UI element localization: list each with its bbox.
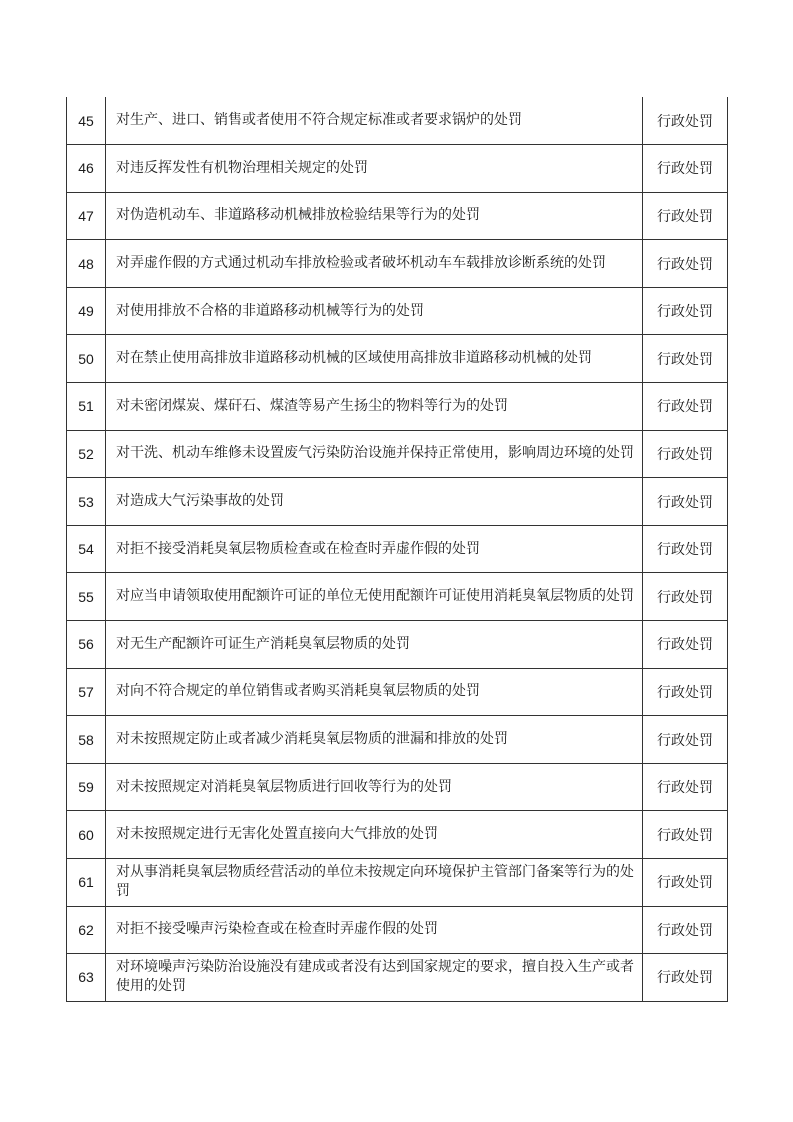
- penalty-table-container: [66, 97, 728, 1002]
- row-number: 60: [67, 811, 106, 859]
- table-row: [67, 430, 728, 478]
- penalty-category: 行政处罚: [643, 763, 728, 811]
- row-number: 62: [67, 906, 106, 954]
- penalty-category: 行政处罚: [643, 430, 728, 478]
- row-number: 47: [67, 192, 106, 240]
- table-row: [67, 954, 728, 1002]
- penalty-category: 行政处罚: [643, 97, 728, 145]
- penalty-category: 行政处罚: [643, 525, 728, 573]
- penalty-category: 行政处罚: [643, 954, 728, 1002]
- penalty-item-text: 对干洗、机动车维修未设置废气污染防治设施并保持正常使用，影响周边环境的处罚: [106, 430, 643, 478]
- penalty-item-text: 对无生产配额许可证生产消耗臭氧层物质的处罚: [106, 621, 643, 669]
- row-number: 51: [67, 383, 106, 431]
- table-row: [67, 668, 728, 716]
- table-body: [67, 97, 728, 1001]
- table-row: [67, 287, 728, 335]
- row-number: 63: [67, 954, 106, 1002]
- row-number: 48: [67, 240, 106, 288]
- table-row: [67, 383, 728, 431]
- table-row: [67, 573, 728, 621]
- table-row: [67, 335, 728, 383]
- penalty-category: 行政处罚: [643, 811, 728, 859]
- penalty-item-text: 对未密闭煤炭、煤矸石、煤渣等易产生扬尘的物料等行为的处罚: [106, 383, 643, 431]
- penalty-item-text: 对未按照规定进行无害化处置直接向大气排放的处罚: [106, 811, 643, 859]
- row-number: 57: [67, 668, 106, 716]
- penalty-table: [66, 97, 728, 1002]
- table-row: [67, 478, 728, 526]
- row-number: 52: [67, 430, 106, 478]
- penalty-item-text: 对在禁止使用高排放非道路移动机械的区域使用高排放非道路移动机械的处罚: [106, 335, 643, 383]
- penalty-category: 行政处罚: [643, 716, 728, 764]
- penalty-category: 行政处罚: [643, 573, 728, 621]
- table-row: [67, 240, 728, 288]
- penalty-item-text: 对使用排放不合格的非道路移动机械等行为的处罚: [106, 287, 643, 335]
- table-row: [67, 906, 728, 954]
- row-number: 46: [67, 145, 106, 193]
- penalty-item-text: 对伪造机动车、非道路移动机械排放检验结果等行为的处罚: [106, 192, 643, 240]
- table-row: [67, 621, 728, 669]
- row-number: 58: [67, 716, 106, 764]
- penalty-category: 行政处罚: [643, 668, 728, 716]
- row-number: 55: [67, 573, 106, 621]
- penalty-item-text: 对从事消耗臭氧层物质经营活动的单位未按规定向环境保护主管部门备案等行为的处罚: [106, 859, 643, 907]
- penalty-item-text: 对拒不接受噪声污染检查或在检查时弄虚作假的处罚: [106, 906, 643, 954]
- penalty-category: 行政处罚: [643, 287, 728, 335]
- table-row: [67, 716, 728, 764]
- row-number: 56: [67, 621, 106, 669]
- penalty-category: 行政处罚: [643, 335, 728, 383]
- table-row: [67, 97, 728, 145]
- penalty-category: 行政处罚: [643, 859, 728, 907]
- penalty-item-text: 对弄虚作假的方式通过机动车排放检验或者破坏机动车车载排放诊断系统的处罚: [106, 240, 643, 288]
- table-row: [67, 763, 728, 811]
- row-number: 61: [67, 859, 106, 907]
- row-number: 59: [67, 763, 106, 811]
- table-row: [67, 859, 728, 907]
- penalty-item-text: 对生产、进口、销售或者使用不符合规定标准或者要求锅炉的处罚: [106, 97, 643, 145]
- penalty-category: 行政处罚: [643, 621, 728, 669]
- row-number: 45: [67, 97, 106, 145]
- row-number: 50: [67, 335, 106, 383]
- penalty-item-text: 对未按照规定对消耗臭氧层物质进行回收等行为的处罚: [106, 763, 643, 811]
- row-number: 54: [67, 525, 106, 573]
- penalty-category: 行政处罚: [643, 145, 728, 193]
- penalty-item-text: 对环境噪声污染防治设施没有建成或者没有达到国家规定的要求，擅自投入生产或者使用的处罚: [106, 954, 643, 1002]
- table-row: [67, 145, 728, 193]
- table-row: [67, 525, 728, 573]
- penalty-item-text: 对造成大气污染事故的处罚: [106, 478, 643, 526]
- table-row: [67, 192, 728, 240]
- penalty-item-text: 对违反挥发性有机物治理相关规定的处罚: [106, 145, 643, 193]
- penalty-category: 行政处罚: [643, 383, 728, 431]
- penalty-item-text: 对应当申请领取使用配额许可证的单位无使用配额许可证使用消耗臭氧层物质的处罚: [106, 573, 643, 621]
- penalty-item-text: 对拒不接受消耗臭氧层物质检查或在检查时弄虚作假的处罚: [106, 525, 643, 573]
- penalty-category: 行政处罚: [643, 906, 728, 954]
- table-row: [67, 811, 728, 859]
- row-number: 53: [67, 478, 106, 526]
- row-number: 49: [67, 287, 106, 335]
- penalty-item-text: 对未按照规定防止或者减少消耗臭氧层物质的泄漏和排放的处罚: [106, 716, 643, 764]
- penalty-category: 行政处罚: [643, 478, 728, 526]
- penalty-item-text: 对向不符合规定的单位销售或者购买消耗臭氧层物质的处罚: [106, 668, 643, 716]
- penalty-category: 行政处罚: [643, 240, 728, 288]
- penalty-category: 行政处罚: [643, 192, 728, 240]
